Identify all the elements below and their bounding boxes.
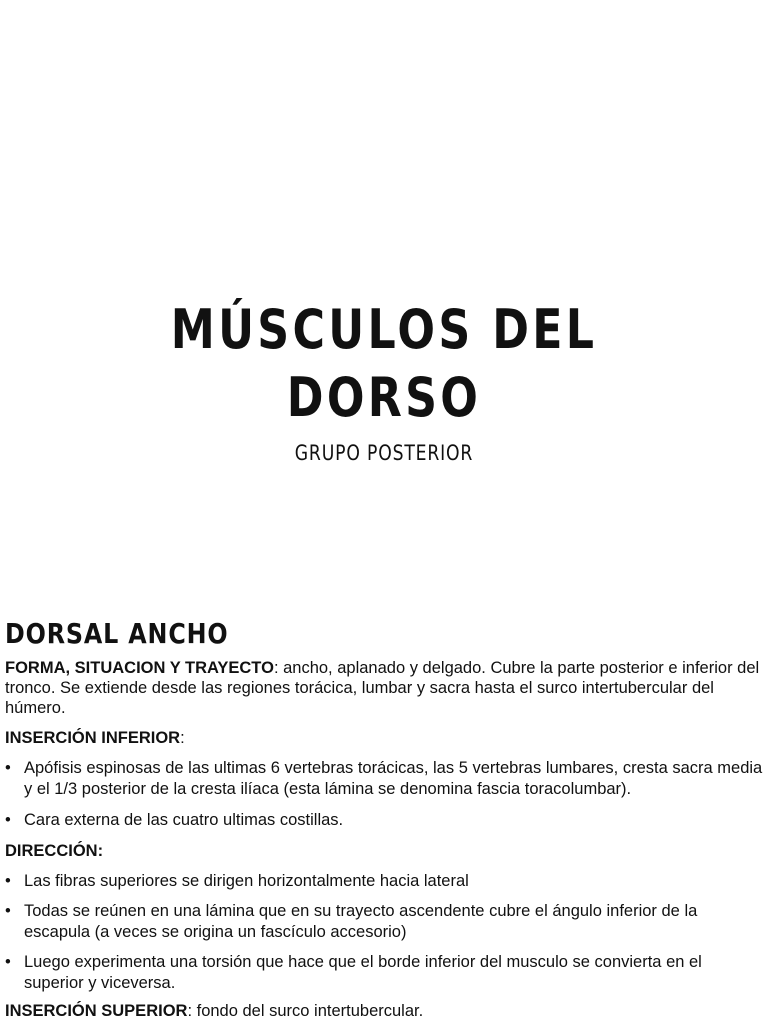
- title-block: [0, 296, 768, 466]
- insercion-superior-text: : fondo del surco intertubercular.: [187, 1002, 424, 1020]
- list-item: [5, 952, 763, 993]
- forma-label: FORMA, SITUACION Y TRAYECTO: [5, 659, 274, 677]
- page-subtitle: GRUPO POSTERIOR: [294, 441, 474, 465]
- list-item-text: Luego experimenta una torsión que hace que el borde inferior del musculo se convierta en el superior y viceversa.: [24, 953, 702, 992]
- direccion-list: [5, 871, 763, 994]
- forma-paragraph: [5, 658, 763, 718]
- list-item-text: Todas se reúnen en una lámina que en su trayecto ascendente cubre el ángulo inferior de la escapula (a veces se origina un fascículo accesorio): [24, 902, 698, 941]
- list-item-text: Cara externa de las cuatro ultimas costillas.: [24, 811, 344, 829]
- page-title: MÚSCULOS DEL DORSO: [170, 298, 598, 429]
- bullet-icon: •: [5, 953, 11, 971]
- bullet-icon: •: [5, 902, 11, 920]
- direccion-heading: DIRECCIÓN:: [5, 841, 104, 860]
- bullet-icon: •: [5, 811, 11, 829]
- insercion-inferior-heading: [5, 728, 763, 748]
- insercion-superior-label: INSERCIÓN SUPERIOR: [5, 1002, 188, 1020]
- forma-text: : ancho, aplanado y delgado. Cubre la parte posterior e inferior del tronco. Se extiende desde las regiones torácica, lumbar y sacra hasta el surco intertubercular del húmero.: [5, 659, 760, 717]
- insercion-inferior-colon: :: [180, 729, 185, 747]
- bullet-icon: •: [5, 759, 11, 777]
- list-item: [5, 758, 763, 799]
- list-item-text: Apófisis espinosas de las ultimas 6 vertebras torácicas, las 5 vertebras lumbares, cresta sacra media y el 1/3 posterior de la cresta ilíaca (esta lámina se denomina fascia toracolumbar).: [24, 759, 763, 798]
- insercion-superior-paragraph: [5, 1001, 763, 1021]
- insercion-inferior-list: [5, 758, 763, 831]
- insercion-inferior-label: INSERCIÓN INFERIOR: [5, 729, 181, 747]
- list-item-text: Las fibras superiores se dirigen horizontalmente hacia lateral: [24, 871, 469, 890]
- section-content: [5, 614, 763, 1031]
- section-title: DORSAL ANCHO: [5, 617, 229, 650]
- list-item: [5, 901, 763, 942]
- list-item: [5, 810, 763, 831]
- bullet-icon: •: [5, 871, 11, 890]
- list-item: [5, 871, 763, 892]
